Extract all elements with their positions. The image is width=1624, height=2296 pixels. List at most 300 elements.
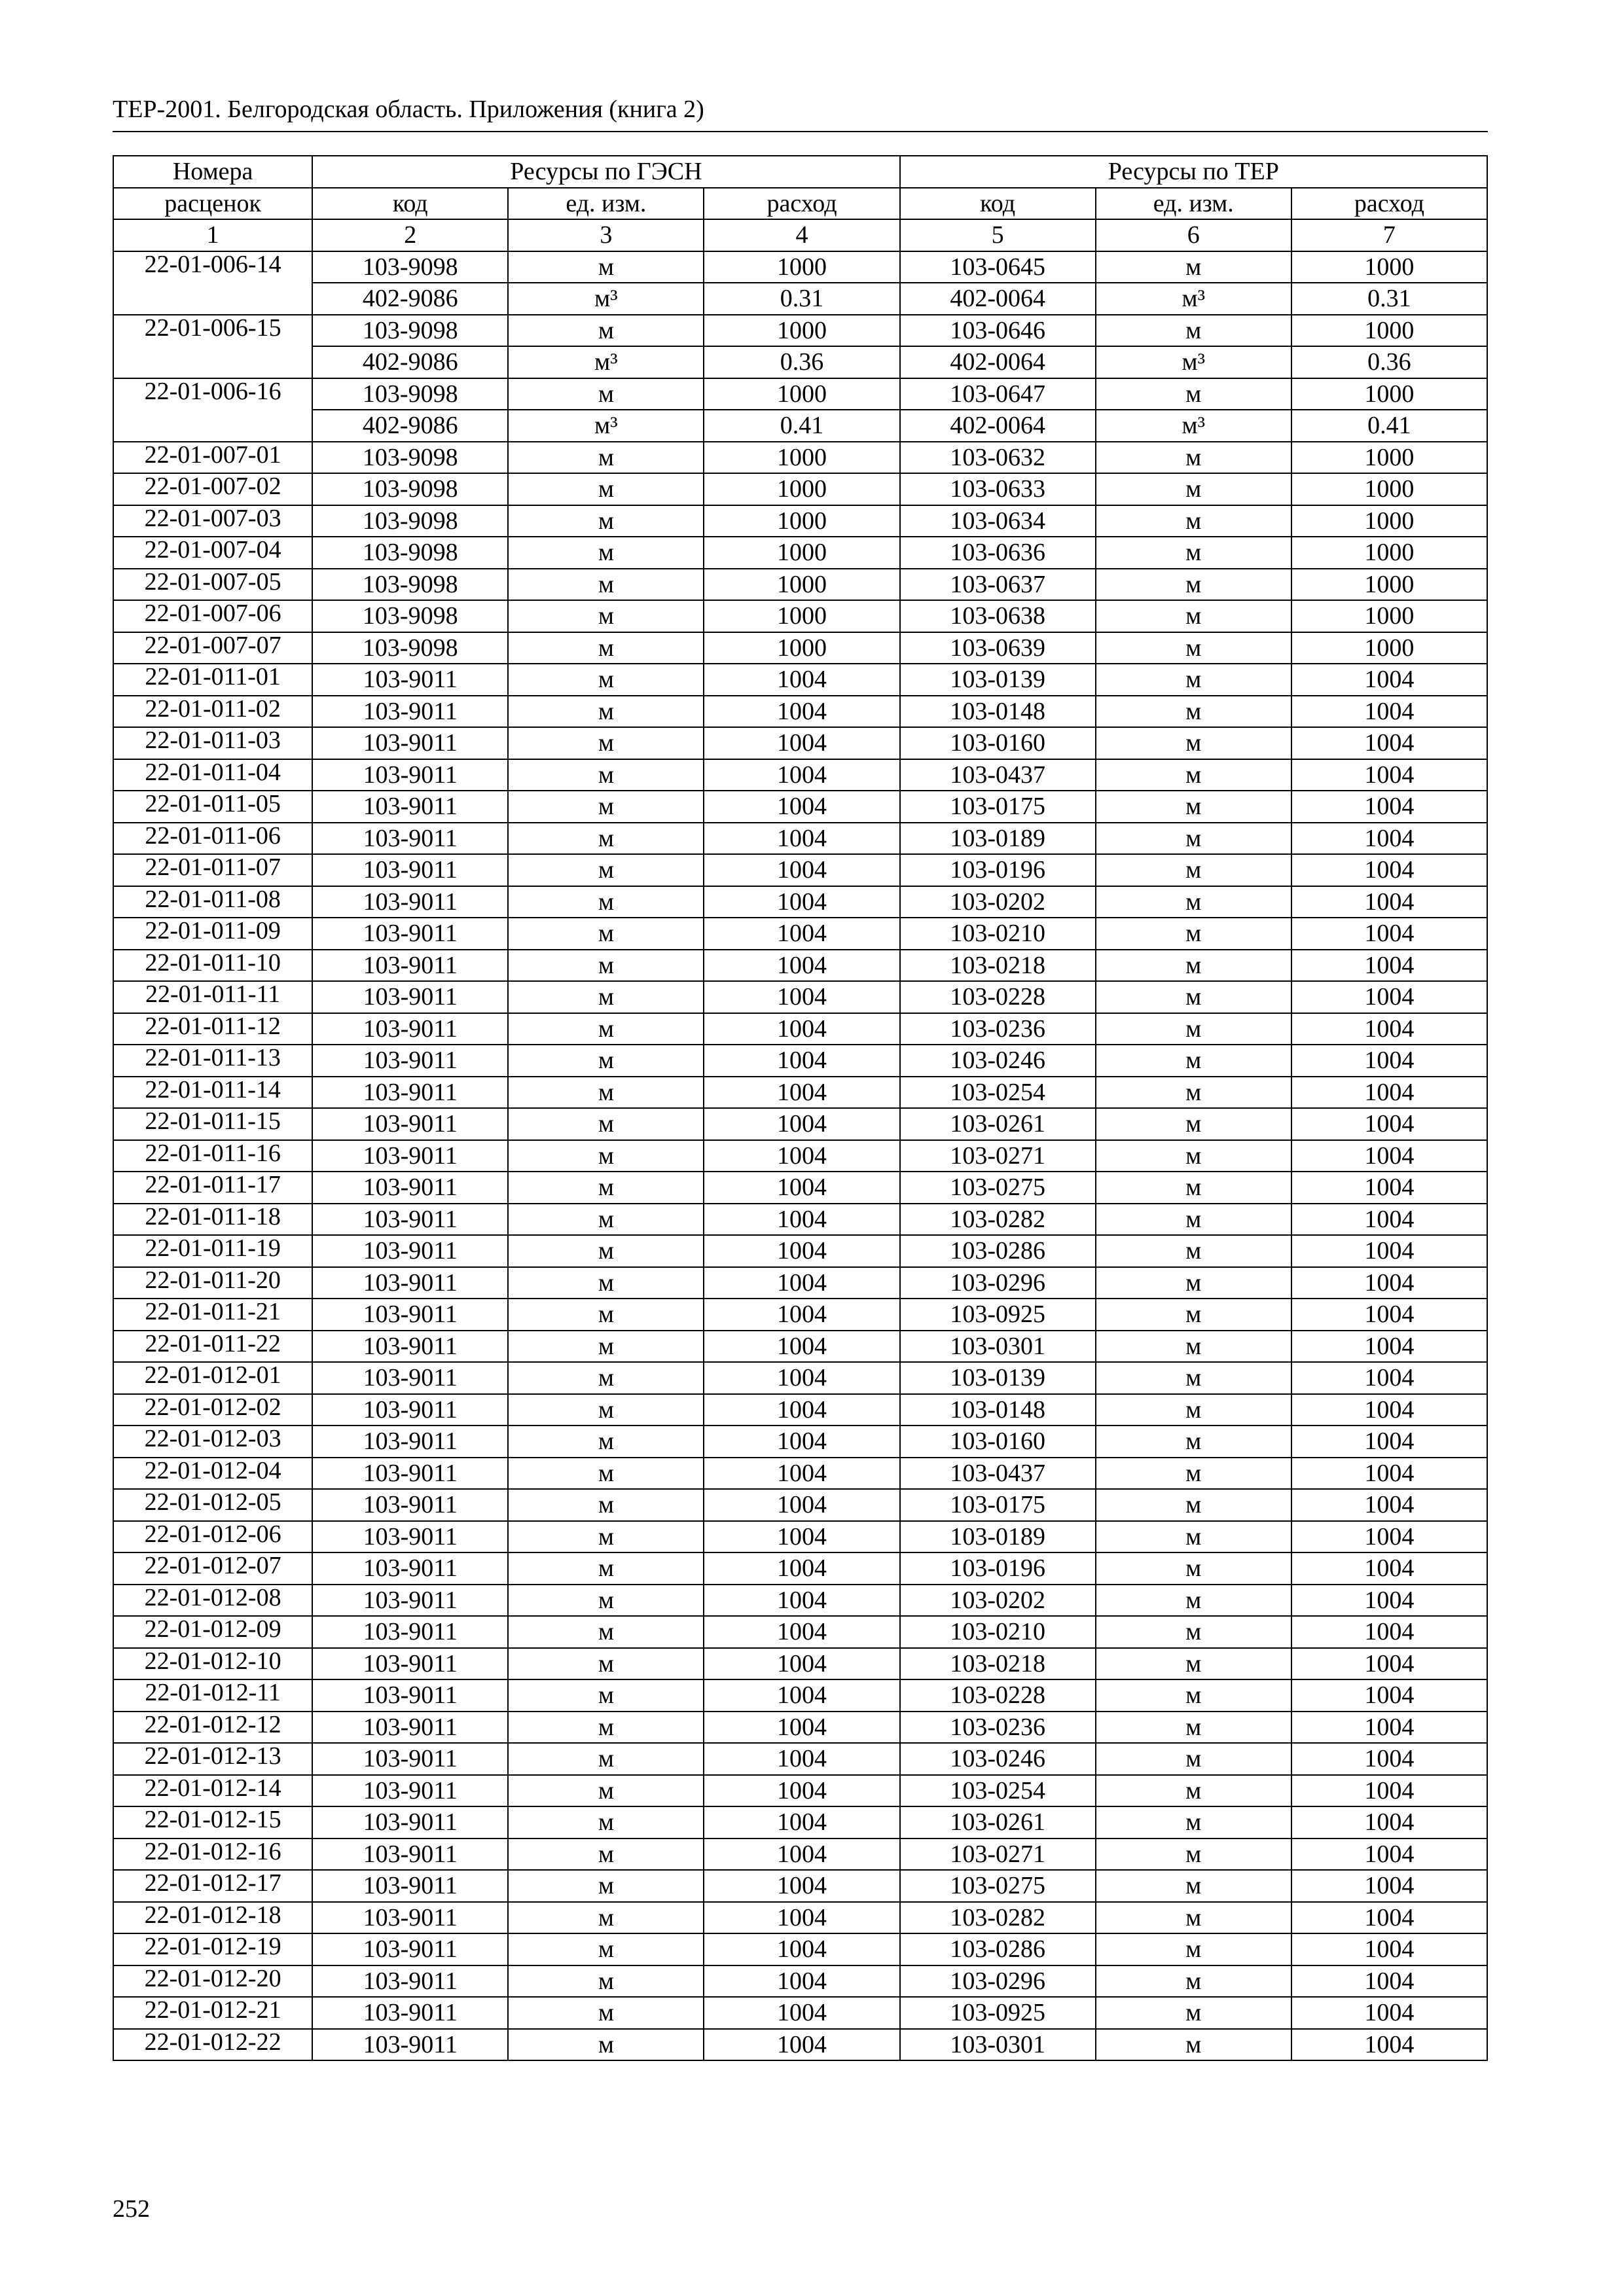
rate-number-cell: 22-01-012-06 <box>113 1521 312 1553</box>
ter-unit-cell: м <box>1096 1204 1291 1236</box>
gesn-consumption-cell: 1000 <box>704 632 899 664</box>
ter-unit-cell: м <box>1096 791 1291 823</box>
gesn-code-cell: 103-9011 <box>312 886 508 918</box>
ter-consumption-cell: 1000 <box>1291 505 1487 537</box>
gesn-consumption-cell: 0.36 <box>704 346 899 378</box>
gesn-unit-cell: м <box>508 1013 704 1045</box>
ter-unit-cell: м <box>1096 759 1291 791</box>
table-row <box>113 1616 1487 1648</box>
gesn-consumption-cell: 0.31 <box>704 283 899 315</box>
gesn-code-cell: 103-9011 <box>312 1521 508 1553</box>
ter-consumption-cell: 1004 <box>1291 1997 1487 2029</box>
ter-code-cell: 103-0296 <box>900 1267 1096 1299</box>
rate-number-cell: 22-01-011-14 <box>113 1077 312 1109</box>
gesn-code-cell: 103-9011 <box>312 1458 508 1490</box>
gesn-consumption-cell: 1004 <box>704 823 899 855</box>
table-row <box>113 1775 1487 1807</box>
table-row <box>113 918 1487 950</box>
gesn-consumption-cell: 1004 <box>704 1806 899 1839</box>
rate-number-cell: 22-01-011-09 <box>113 918 312 950</box>
gesn-code-cell: 103-9011 <box>312 759 508 791</box>
gesn-unit-cell: м <box>508 1965 704 1998</box>
ter-unit-cell: м <box>1096 727 1291 759</box>
table-row <box>113 1394 1487 1426</box>
ter-consumption-cell: 1004 <box>1291 664 1487 696</box>
gesn-consumption-cell: 1004 <box>704 981 899 1013</box>
ter-code-cell: 103-0160 <box>900 727 1096 759</box>
table-row <box>113 1870 1487 1902</box>
table-row <box>113 1679 1487 1712</box>
gesn-code-cell: 103-9011 <box>312 918 508 950</box>
ter-code-cell: 103-0202 <box>900 886 1096 918</box>
ter-unit-cell: м <box>1096 1552 1291 1585</box>
table-row <box>113 1648 1487 1680</box>
gesn-consumption-cell: 1004 <box>704 1933 899 1965</box>
table-row <box>113 346 1487 378</box>
ter-code-cell: 103-0139 <box>900 1362 1096 1394</box>
ter-consumption-cell: 1004 <box>1291 1775 1487 1807</box>
gesn-unit-cell: м <box>508 1902 704 1934</box>
ter-unit-cell: м <box>1096 1775 1291 1807</box>
gesn-consumption-cell: 1004 <box>704 1521 899 1553</box>
ter-code-cell: 103-0261 <box>900 1806 1096 1839</box>
gesn-consumption-cell: 1004 <box>704 1299 899 1331</box>
table-row <box>113 1045 1487 1077</box>
gesn-unit-cell: м <box>508 315 704 347</box>
table-row <box>113 1585 1487 1617</box>
ter-consumption-cell: 1004 <box>1291 1077 1487 1109</box>
rate-number-cell: 22-01-007-04 <box>113 537 312 569</box>
ter-code-cell: 103-0246 <box>900 1045 1096 1077</box>
table-row <box>113 1489 1487 1521</box>
gesn-consumption-cell: 1004 <box>704 1426 899 1458</box>
gesn-consumption-cell: 1004 <box>704 727 899 759</box>
gesn-consumption-cell: 1004 <box>704 2029 899 2061</box>
gesn-code-cell: 103-9011 <box>312 2029 508 2061</box>
ter-unit-cell: м <box>1096 473 1291 505</box>
ter-unit-cell: м <box>1096 1331 1291 1363</box>
gesn-code-cell: 402-9086 <box>312 283 508 315</box>
gesn-code-cell: 103-9011 <box>312 950 508 982</box>
column-number: 7 <box>1291 219 1487 251</box>
gesn-consumption-cell: 1004 <box>704 696 899 728</box>
rate-number-cell: 22-01-011-10 <box>113 950 312 982</box>
gesn-unit-cell: м <box>508 1426 704 1458</box>
table-row <box>113 442 1487 474</box>
ter-consumption-cell: 1004 <box>1291 1902 1487 1934</box>
table-row <box>113 1458 1487 1490</box>
gesn-code-cell: 103-9098 <box>312 569 508 601</box>
gesn-consumption-cell: 1004 <box>704 854 899 886</box>
ter-code-cell: 103-0632 <box>900 442 1096 474</box>
ter-unit-cell: м <box>1096 1362 1291 1394</box>
ter-consumption-cell: 1004 <box>1291 759 1487 791</box>
ter-consumption-cell: 1004 <box>1291 1648 1487 1680</box>
ter-code-cell: 103-0638 <box>900 600 1096 632</box>
ter-code-cell: 103-0639 <box>900 632 1096 664</box>
table-row <box>113 1204 1487 1236</box>
ter-unit-cell: м <box>1096 569 1291 601</box>
ter-code-cell: 402-0064 <box>900 346 1096 378</box>
gesn-unit-cell: м <box>508 854 704 886</box>
rate-number-cell: 22-01-012-11 <box>113 1679 312 1712</box>
gesn-code-cell: 402-9086 <box>312 410 508 442</box>
table-row <box>113 1743 1487 1775</box>
ter-unit-cell: м <box>1096 854 1291 886</box>
gesn-unit-cell: м³ <box>508 410 704 442</box>
table-row <box>113 1235 1487 1267</box>
rate-number-cell: 22-01-006-16 <box>113 378 312 442</box>
gesn-unit-cell: м <box>508 1077 704 1109</box>
ter-unit-cell: м <box>1096 1426 1291 1458</box>
header-ter-unit: ед. изм. <box>1096 188 1291 220</box>
rate-number-cell: 22-01-012-22 <box>113 2029 312 2061</box>
rate-number-cell: 22-01-012-03 <box>113 1426 312 1458</box>
rate-number-cell: 22-01-012-19 <box>113 1933 312 1965</box>
column-number: 6 <box>1096 219 1291 251</box>
rate-number-cell: 22-01-011-03 <box>113 727 312 759</box>
ter-code-cell: 402-0064 <box>900 410 1096 442</box>
gesn-code-cell: 103-9011 <box>312 1172 508 1204</box>
table-row <box>113 1077 1487 1109</box>
table-row <box>113 410 1487 442</box>
gesn-code-cell: 103-9011 <box>312 981 508 1013</box>
gesn-code-cell: 103-9011 <box>312 1045 508 1077</box>
ter-consumption-cell: 1004 <box>1291 950 1487 982</box>
table-row <box>113 1806 1487 1839</box>
gesn-code-cell: 103-9011 <box>312 1426 508 1458</box>
ter-unit-cell: м <box>1096 1172 1291 1204</box>
ter-code-cell: 103-0148 <box>900 696 1096 728</box>
gesn-code-cell: 103-9011 <box>312 1552 508 1585</box>
ter-consumption-cell: 1004 <box>1291 696 1487 728</box>
gesn-code-cell: 103-9011 <box>312 1108 508 1140</box>
table-row <box>113 791 1487 823</box>
table-row <box>113 600 1487 632</box>
ter-consumption-cell: 1004 <box>1291 2029 1487 2061</box>
ter-consumption-cell: 1004 <box>1291 823 1487 855</box>
table-row <box>113 981 1487 1013</box>
rate-number-cell: 22-01-011-22 <box>113 1331 312 1363</box>
gesn-unit-cell: м <box>508 537 704 569</box>
gesn-unit-cell: м <box>508 1362 704 1394</box>
table-row <box>113 823 1487 855</box>
ter-unit-cell: м <box>1096 1585 1291 1617</box>
gesn-unit-cell: м <box>508 1806 704 1839</box>
ter-unit-cell: м <box>1096 696 1291 728</box>
gesn-code-cell: 103-9011 <box>312 1394 508 1426</box>
ter-code-cell: 103-0236 <box>900 1712 1096 1744</box>
gesn-unit-cell: м <box>508 442 704 474</box>
ter-consumption-cell: 1004 <box>1291 1933 1487 1965</box>
ter-unit-cell: м <box>1096 1077 1291 1109</box>
ter-code-cell: 103-0301 <box>900 2029 1096 2061</box>
table-row <box>113 1965 1487 1998</box>
rate-number-cell: 22-01-007-05 <box>113 569 312 601</box>
gesn-consumption-cell: 1004 <box>704 1013 899 1045</box>
ter-unit-cell: м <box>1096 251 1291 283</box>
gesn-consumption-cell: 1004 <box>704 1045 899 1077</box>
header-rates: расценок <box>113 188 312 220</box>
table-row <box>113 727 1487 759</box>
ter-code-cell: 103-0148 <box>900 1394 1096 1426</box>
resources-table <box>113 155 1488 2061</box>
ter-consumption-cell: 0.31 <box>1291 283 1487 315</box>
gesn-consumption-cell: 1004 <box>704 664 899 696</box>
rate-number-cell: 22-01-007-07 <box>113 632 312 664</box>
rate-number-cell: 22-01-012-20 <box>113 1965 312 1998</box>
table-row <box>113 950 1487 982</box>
gesn-unit-cell: м <box>508 1521 704 1553</box>
ter-unit-cell: м <box>1096 1140 1291 1172</box>
rate-number-cell: 22-01-011-08 <box>113 886 312 918</box>
rate-number-cell: 22-01-012-07 <box>113 1552 312 1585</box>
ter-consumption-cell: 1004 <box>1291 1013 1487 1045</box>
table-row <box>113 315 1487 347</box>
gesn-consumption-cell: 1000 <box>704 442 899 474</box>
gesn-code-cell: 103-9011 <box>312 1679 508 1712</box>
gesn-consumption-cell: 1004 <box>704 759 899 791</box>
ter-consumption-cell: 1000 <box>1291 315 1487 347</box>
gesn-unit-cell: м <box>508 823 704 855</box>
ter-consumption-cell: 1004 <box>1291 1140 1487 1172</box>
ter-unit-cell: м <box>1096 315 1291 347</box>
gesn-consumption-cell: 1004 <box>704 1331 899 1363</box>
table-row <box>113 886 1487 918</box>
table-row <box>113 1933 1487 1965</box>
ter-unit-cell: м <box>1096 1712 1291 1744</box>
ter-consumption-cell: 1000 <box>1291 442 1487 474</box>
rate-number-cell: 22-01-011-01 <box>113 664 312 696</box>
ter-code-cell: 103-0196 <box>900 854 1096 886</box>
gesn-unit-cell: м <box>508 1712 704 1744</box>
rate-number-cell: 22-01-011-15 <box>113 1108 312 1140</box>
gesn-consumption-cell: 1000 <box>704 473 899 505</box>
gesn-unit-cell: м <box>508 251 704 283</box>
rate-number-cell: 22-01-012-14 <box>113 1775 312 1807</box>
ter-code-cell: 103-0189 <box>900 823 1096 855</box>
rate-number-cell: 22-01-011-07 <box>113 854 312 886</box>
ter-unit-cell: м <box>1096 1489 1291 1521</box>
ter-consumption-cell: 1004 <box>1291 727 1487 759</box>
ter-unit-cell: м <box>1096 664 1291 696</box>
rate-number-cell: 22-01-011-12 <box>113 1013 312 1045</box>
ter-unit-cell: м <box>1096 981 1291 1013</box>
ter-unit-cell: м <box>1096 632 1291 664</box>
gesn-consumption-cell: 1000 <box>704 315 899 347</box>
gesn-code-cell: 103-9098 <box>312 315 508 347</box>
table-row <box>113 1712 1487 1744</box>
ter-consumption-cell: 1004 <box>1291 1743 1487 1775</box>
ter-consumption-cell: 1004 <box>1291 1870 1487 1902</box>
rate-number-cell: 22-01-011-21 <box>113 1299 312 1331</box>
ter-code-cell: 103-0647 <box>900 378 1096 410</box>
gesn-unit-cell: м <box>508 1140 704 1172</box>
gesn-consumption-cell: 1000 <box>704 251 899 283</box>
ter-unit-cell: м <box>1096 537 1291 569</box>
gesn-code-cell: 103-9011 <box>312 1489 508 1521</box>
gesn-unit-cell: м <box>508 727 704 759</box>
ter-unit-cell: м <box>1096 1013 1291 1045</box>
ter-unit-cell: м <box>1096 1616 1291 1648</box>
gesn-code-cell: 103-9011 <box>312 1870 508 1902</box>
header-gesn-consumption: расход <box>704 188 899 220</box>
ter-consumption-cell: 1000 <box>1291 473 1487 505</box>
gesn-code-cell: 103-9011 <box>312 1616 508 1648</box>
gesn-code-cell: 103-9011 <box>312 1331 508 1363</box>
gesn-unit-cell: м <box>508 1585 704 1617</box>
table-row <box>113 378 1487 410</box>
ter-consumption-cell: 1004 <box>1291 1839 1487 1871</box>
ter-consumption-cell: 1000 <box>1291 537 1487 569</box>
gesn-unit-cell: м <box>508 1045 704 1077</box>
gesn-consumption-cell: 1004 <box>704 1870 899 1902</box>
rate-number-cell: 22-01-011-11 <box>113 981 312 1013</box>
gesn-consumption-cell: 1004 <box>704 1997 899 2029</box>
ter-code-cell: 103-0228 <box>900 1679 1096 1712</box>
ter-consumption-cell: 1004 <box>1291 1204 1487 1236</box>
rate-number-cell: 22-01-012-12 <box>113 1712 312 1744</box>
rate-number-cell: 22-01-007-06 <box>113 600 312 632</box>
ter-consumption-cell: 1004 <box>1291 886 1487 918</box>
ter-unit-cell: м <box>1096 1902 1291 1934</box>
rate-number-cell: 22-01-011-05 <box>113 791 312 823</box>
ter-unit-cell: м <box>1096 1743 1291 1775</box>
ter-unit-cell: м <box>1096 600 1291 632</box>
gesn-unit-cell: м <box>508 981 704 1013</box>
column-number: 4 <box>704 219 899 251</box>
table-row <box>113 1172 1487 1204</box>
ter-unit-cell: м <box>1096 1267 1291 1299</box>
ter-unit-cell: м <box>1096 1235 1291 1267</box>
ter-consumption-cell: 1004 <box>1291 1806 1487 1839</box>
ter-consumption-cell: 1004 <box>1291 1426 1487 1458</box>
ter-code-cell: 103-0196 <box>900 1552 1096 1585</box>
ter-unit-cell: м <box>1096 442 1291 474</box>
ter-unit-cell: м <box>1096 378 1291 410</box>
ter-code-cell: 103-0246 <box>900 1743 1096 1775</box>
table-row <box>113 1108 1487 1140</box>
header-gesn-code: код <box>312 188 508 220</box>
gesn-unit-cell: м <box>508 1204 704 1236</box>
gesn-unit-cell: м <box>508 473 704 505</box>
ter-unit-cell: м³ <box>1096 283 1291 315</box>
gesn-consumption-cell: 1004 <box>704 1552 899 1585</box>
rate-number-cell: 22-01-012-21 <box>113 1997 312 2029</box>
gesn-consumption-cell: 1004 <box>704 1077 899 1109</box>
page-header-title: ТЕР-2001. Белгородская область. Приложения (книга 2) <box>113 96 704 123</box>
table-row <box>113 473 1487 505</box>
header-gesn-unit: ед. изм. <box>508 188 704 220</box>
ter-code-cell: 103-0301 <box>900 1331 1096 1363</box>
ter-unit-cell: м <box>1096 1965 1291 1998</box>
ter-code-cell: 103-0189 <box>900 1521 1096 1553</box>
gesn-consumption-cell: 1000 <box>704 569 899 601</box>
table-row <box>113 696 1487 728</box>
gesn-consumption-cell: 1004 <box>704 1616 899 1648</box>
ter-code-cell: 103-0218 <box>900 1648 1096 1680</box>
gesn-unit-cell: м <box>508 696 704 728</box>
gesn-consumption-cell: 1004 <box>704 950 899 982</box>
rate-number-cell: 22-01-012-15 <box>113 1806 312 1839</box>
ter-consumption-cell: 1004 <box>1291 918 1487 950</box>
gesn-code-cell: 103-9098 <box>312 537 508 569</box>
gesn-consumption-cell: 1004 <box>704 1362 899 1394</box>
table-row <box>113 1902 1487 1934</box>
ter-consumption-cell: 1004 <box>1291 1616 1487 1648</box>
rate-number-cell: 22-01-011-20 <box>113 1267 312 1299</box>
table-row <box>113 632 1487 664</box>
ter-consumption-cell: 1004 <box>1291 1489 1487 1521</box>
ter-code-cell: 103-0160 <box>900 1426 1096 1458</box>
gesn-code-cell: 103-9011 <box>312 727 508 759</box>
gesn-unit-cell: м <box>508 950 704 982</box>
gesn-code-cell: 103-9011 <box>312 1902 508 1934</box>
gesn-code-cell: 103-9011 <box>312 1585 508 1617</box>
page-number: 252 <box>113 2195 150 2223</box>
ter-consumption-cell: 1004 <box>1291 1267 1487 1299</box>
gesn-unit-cell: м <box>508 632 704 664</box>
ter-code-cell: 103-0296 <box>900 1965 1096 1998</box>
ter-unit-cell: м <box>1096 1870 1291 1902</box>
table-header-row-2 <box>113 188 1487 220</box>
gesn-consumption-cell: 1000 <box>704 505 899 537</box>
table-row <box>113 1013 1487 1045</box>
rate-number-cell: 22-01-011-06 <box>113 823 312 855</box>
gesn-consumption-cell: 1004 <box>704 1489 899 1521</box>
gesn-unit-cell: м <box>508 1331 704 1363</box>
gesn-unit-cell: м <box>508 569 704 601</box>
ter-code-cell: 103-0202 <box>900 1585 1096 1617</box>
gesn-unit-cell: м <box>508 1679 704 1712</box>
ter-unit-cell: м <box>1096 1997 1291 2029</box>
rate-number-cell: 22-01-012-08 <box>113 1585 312 1617</box>
gesn-consumption-cell: 1004 <box>704 1108 899 1140</box>
gesn-code-cell: 103-9098 <box>312 632 508 664</box>
ter-code-cell: 103-0175 <box>900 1489 1096 1521</box>
ter-code-cell: 103-0925 <box>900 1299 1096 1331</box>
gesn-consumption-cell: 1000 <box>704 378 899 410</box>
ter-code-cell: 103-0254 <box>900 1077 1096 1109</box>
gesn-unit-cell: м <box>508 2029 704 2061</box>
header-divider <box>113 131 1488 132</box>
gesn-consumption-cell: 0.41 <box>704 410 899 442</box>
rate-number-cell: 22-01-012-10 <box>113 1648 312 1680</box>
ter-consumption-cell: 0.41 <box>1291 410 1487 442</box>
table-row <box>113 1521 1487 1553</box>
gesn-code-cell: 103-9098 <box>312 251 508 283</box>
gesn-consumption-cell: 1004 <box>704 1839 899 1871</box>
gesn-consumption-cell: 1000 <box>704 537 899 569</box>
rate-number-cell: 22-01-012-02 <box>113 1394 312 1426</box>
ter-code-cell: 103-0254 <box>900 1775 1096 1807</box>
ter-consumption-cell: 0.36 <box>1291 346 1487 378</box>
table-row <box>113 1267 1487 1299</box>
ter-code-cell: 402-0064 <box>900 283 1096 315</box>
rate-number-cell: 22-01-007-01 <box>113 442 312 474</box>
gesn-code-cell: 103-9011 <box>312 1839 508 1871</box>
gesn-code-cell: 103-9098 <box>312 442 508 474</box>
table-row <box>113 759 1487 791</box>
rate-number-cell: 22-01-007-03 <box>113 505 312 537</box>
gesn-code-cell: 103-9098 <box>312 378 508 410</box>
table-header-row-1 <box>113 156 1487 188</box>
ter-unit-cell: м <box>1096 886 1291 918</box>
ter-consumption-cell: 1000 <box>1291 251 1487 283</box>
ter-consumption-cell: 1004 <box>1291 1045 1487 1077</box>
column-number: 3 <box>508 219 704 251</box>
gesn-unit-cell: м <box>508 1458 704 1490</box>
